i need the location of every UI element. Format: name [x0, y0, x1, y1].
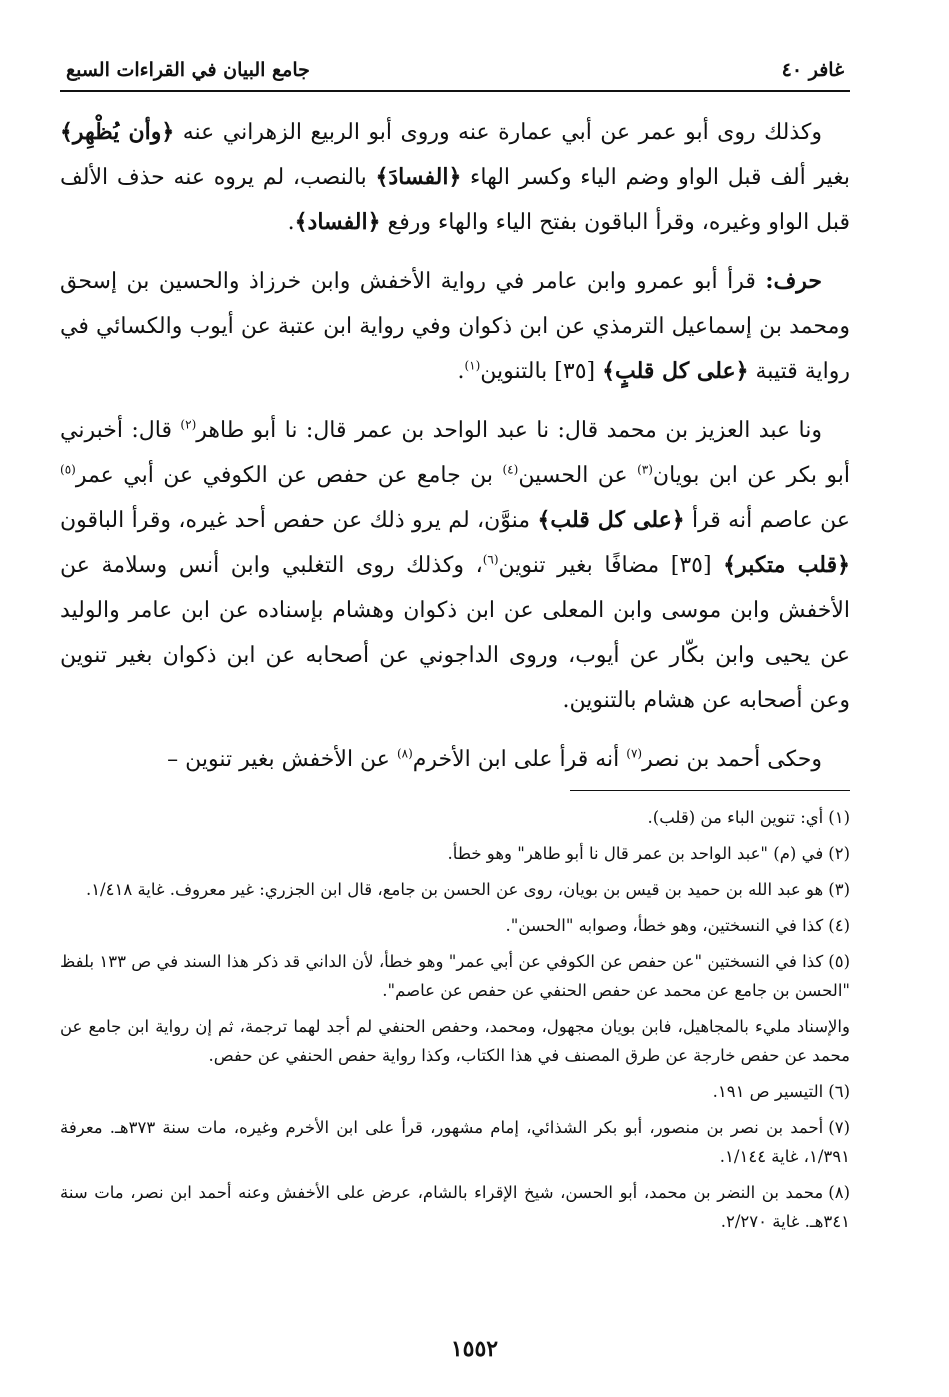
- header-book-title: جامع البيان في القراءات السبع: [66, 59, 310, 81]
- header-rule: [60, 90, 850, 92]
- footnote-ref[interactable]: (٦): [482, 552, 499, 567]
- footnote-ref[interactable]: (٤): [502, 462, 519, 477]
- footnote-text: التيسير ص ١٩١.: [712, 1082, 824, 1101]
- footnote-7: [60, 1113, 850, 1171]
- text: منوَّن، لم يرو ذلك عن حفص أحد غيره، وقرأ الباقون: [60, 508, 538, 533]
- footnote-number: (١): [828, 808, 850, 827]
- footnote-5-continued: [60, 1012, 850, 1070]
- text: ، وكذلك روى التغلبي وابن أنس وسلامة عن الأخفش وابن موسى وابن المعلى عن ابن ذكوان وهشام بإسناده عن ابن عامر والوليد عن يحيى وابن بكّار عن أيوب، وروى الداجوني عن أصحابه عن ابن ذكوان بغير تنوين وعن أصحابه عن هشام بالتنوين.: [60, 553, 850, 713]
- footnote-ref[interactable]: (٢): [180, 417, 197, 432]
- text: .: [287, 210, 295, 235]
- quran-quote: ﴿على كل قلب﴾: [537, 507, 685, 533]
- footnote-number: (٢): [828, 844, 850, 863]
- footnote-text: والإسناد مليء بالمجاهيل، فابن بويان مجهول، ومحمد، وحفص الحنفي لم أجد لهما ترجمة، ثم إن رواية ابن جامع عن محمد عن حفص خارجة عن طرق المصنف في هذا الكتاب، وكذا رواية حفص الحنفي عن حفص.: [60, 1017, 850, 1065]
- quran-quote: ﴿وأن يُظْهِر﴾: [60, 119, 175, 145]
- text: قال: أخبرني أبو بكر عن ابن بويان: [60, 418, 851, 488]
- footnote-number: (٧): [828, 1118, 850, 1137]
- footnote-separator: [570, 790, 850, 791]
- footnote-number: (٥): [828, 952, 850, 971]
- footnote-3: [60, 875, 850, 904]
- page: [60, 56, 850, 1243]
- paragraph-1: [60, 110, 850, 245]
- footnotes: [60, 803, 850, 1236]
- quran-quote: ﴿على كل قلبٍ﴾: [602, 358, 749, 384]
- section-label: حرف:: [765, 268, 822, 294]
- text: [٣٥] مضافًا بغير تنوين: [498, 553, 724, 578]
- footnote-text: أي: تنوين الباء من (قلب).: [647, 808, 824, 827]
- footnote-1: [60, 803, 850, 832]
- paragraph-4: [60, 737, 850, 782]
- text: [٣٥] بالتنوين: [480, 359, 603, 384]
- footnote-text: محمد بن النضر بن محمد، أبو الحسن، شيخ الإقراء بالشام، عرض على الأخفش وعنه أحمد ابن نصر، مات سنة ٣٤١هـ. غاية ٢/٢٧٠.: [60, 1183, 850, 1231]
- paragraph-3: [60, 408, 850, 723]
- page-number: ١٥٥٢: [450, 1336, 499, 1362]
- text: وحكى أحمد بن نصر: [642, 747, 822, 772]
- text: بالنصب، لم يروه عنه حذف الألف قبل الواو وغيره، وقرأ الباقون بفتح الياء والهاء ورفع: [60, 165, 850, 235]
- running-header: [60, 56, 850, 86]
- footnote-ref[interactable]: (٨): [396, 746, 413, 761]
- footnote-number: (٤): [828, 916, 850, 935]
- text: بن جامع عن حفص عن الكوفي عن أبي عمر: [75, 463, 503, 488]
- footnote-number: (٦): [828, 1082, 850, 1101]
- footnote-5: [60, 947, 850, 1005]
- quran-quote: ﴿الفساد﴾: [294, 209, 381, 235]
- paragraph-2: [60, 259, 850, 394]
- main-text: [60, 110, 850, 782]
- text: أنه قرأ على ابن الأخرم: [412, 747, 627, 772]
- footnote-2: [60, 839, 850, 868]
- quran-quote: ﴿الفسادَ﴾: [375, 164, 462, 190]
- footnote-number: (٣): [828, 880, 850, 899]
- header-surah: غافر ٤٠: [781, 59, 844, 81]
- footnote-text: هو عبد الله بن حميد بن قيس بن بويان، روى عن الحسن بن جامع، قال ابن الجزري: غير معروف. غاية ١/٤١٨.: [85, 880, 824, 899]
- footnote-text: أحمد بن نصر بن منصور، أبو بكر الشذائي، إمام مشهور، قرأ على ابن الأخرم وغيره، مات سنة ٣٧٣هـ. معرفة ١/٣٩١، غاية ١/١٤٤.: [60, 1118, 850, 1166]
- footnote-ref[interactable]: (٣): [637, 462, 653, 477]
- text: عن الأخفش بغير تنوين –: [167, 747, 397, 772]
- text: عن الحسين: [518, 463, 638, 488]
- text: وكذلك روى أبو عمر عن أبي عمارة عنه وروى أبو الربيع الزهراني عنه: [174, 120, 822, 145]
- text: .: [457, 359, 465, 384]
- footnote-text: كذا في النسختين، وهو خطأ، وصوابه "الحسن".: [505, 916, 824, 935]
- footnote-ref[interactable]: (٧): [626, 746, 643, 761]
- footnote-6: [60, 1077, 850, 1106]
- text: بغير ألف قبل الواو وضم الياء وكسر الهاء: [461, 165, 850, 190]
- footnote-text: كذا في النسختين "عن حفص عن الكوفي عن أبي عمر" وهو خطأ، لأن الداني قد ذكر هذا السند في ص ١٣٣ بلفظ "الحسن بن جامع عن محمد عن حفص الحنفي عن حفص عن عاصم".: [60, 952, 850, 1000]
- footnote-4: [60, 911, 850, 940]
- footnote-text: في (م) "عبد الواحد بن عمر قال نا أبو طاهر" وهو خطأ.: [447, 844, 824, 863]
- footnote-ref[interactable]: (٥): [60, 462, 76, 477]
- footnote-number: (٨): [828, 1183, 850, 1202]
- text: ونا عبد العزيز بن محمد قال: نا عبد الواحد بن عمر قال: نا أبو طاهر: [196, 418, 822, 443]
- text: قرأ أبو عمرو وابن عامر في رواية الأخفش وابن خرزاذ والحسين بن إسحق ومحمد بن إسماعيل الترمذي عن ابن ذكوان وفي رواية ابن عتبة عن أيوب والكسائي في رواية قتيبة: [60, 269, 850, 384]
- footnote-8: [60, 1178, 850, 1236]
- quran-quote: ﴿قلب متكبر﴾: [723, 552, 850, 578]
- footnote-ref[interactable]: (١): [464, 358, 481, 373]
- text: عن عاصم أنه قرأ: [684, 508, 850, 533]
